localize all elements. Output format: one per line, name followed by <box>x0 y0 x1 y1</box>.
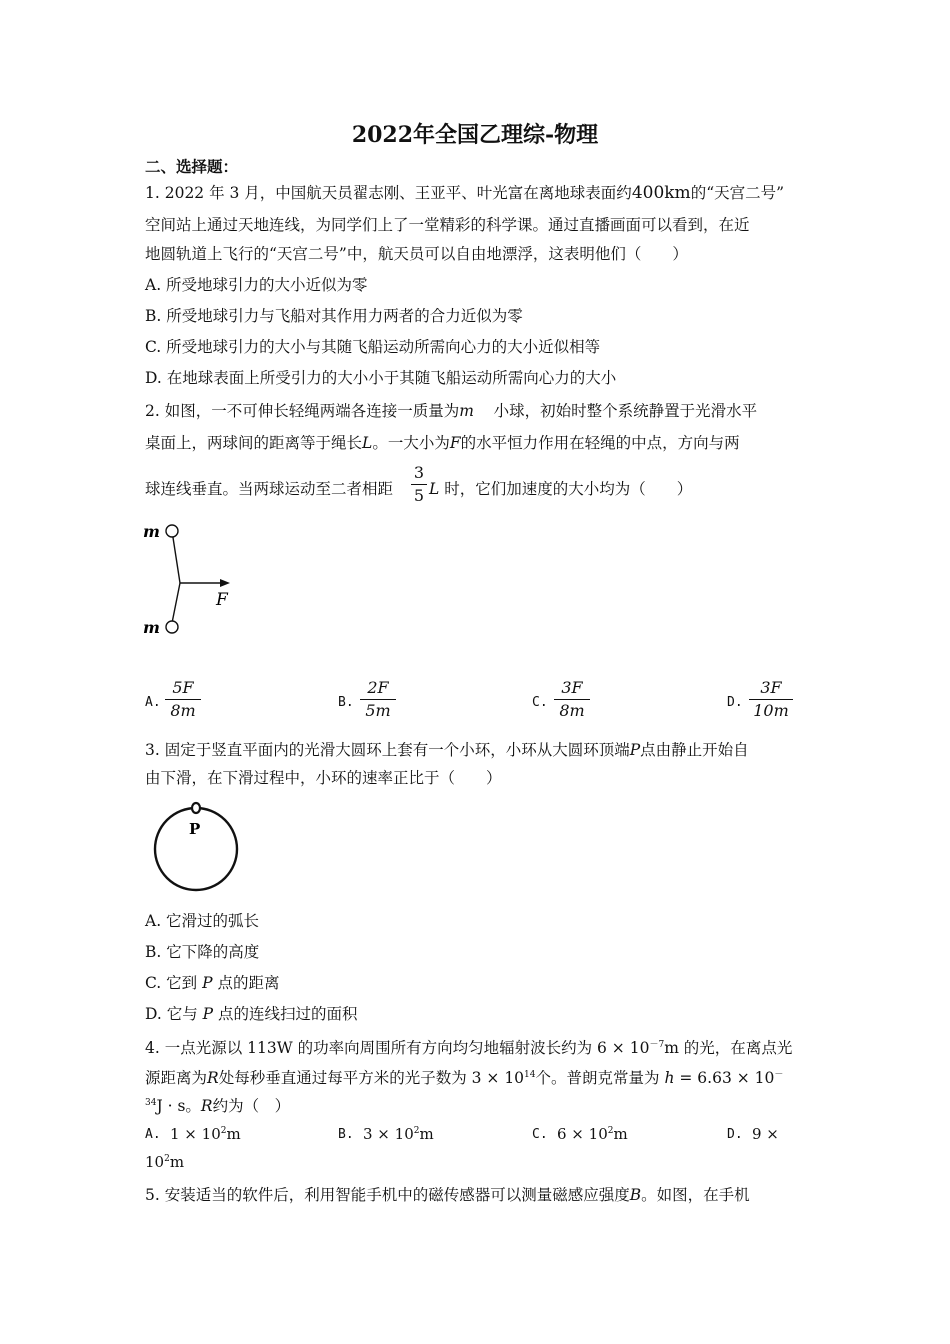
force-arrow-head <box>220 579 230 587</box>
q3-text-b: 点由静止开始自 <box>640 741 749 759</box>
q4-var-h: h <box>664 1069 675 1088</box>
q4-line-3 <box>145 1093 290 1116</box>
q2-text-3b: 时，它们加速度的大小均为（ ） <box>444 480 693 498</box>
q1-line-3: 地圆轨道上飞行的“天宫二号”中，航天员可以自由地漂浮，这表明他们（ ） <box>145 245 688 263</box>
q2-var-m: m <box>459 402 474 420</box>
q5-text-a: 5. 安装适当的软件后，利用智能手机中的磁传感器可以测量磁感应强度 <box>145 1186 630 1204</box>
q2-var-L-2: L <box>429 480 440 498</box>
q4-option-c-label: C. <box>532 1127 548 1142</box>
q2-c-num: 3F <box>561 678 583 697</box>
q5-line-1 <box>145 1185 750 1205</box>
q3-option-a: A. 它滑过的弧长 <box>145 912 260 930</box>
q3-d-text: D. 它与 <box>145 1005 198 1023</box>
q4-text-2b: 处每秒垂直通过每平方米的光子数为 3 × 10 <box>218 1069 525 1088</box>
q3-d-text-2: 点的连线扫过的面积 <box>218 1005 358 1023</box>
q3-c-var-P: P <box>202 974 213 992</box>
q4-text-3b: J · s。 <box>156 1097 201 1116</box>
q4-text-a: 4. 一点光源以 113W 的功率向周围所有方向均匀地辐射波长约为 6 × 10 <box>145 1039 650 1058</box>
q1-option-b: B. 所受地球引力与飞船对其作用力两者的合力近似为零 <box>145 307 523 325</box>
q2-text-2a: 桌面上，两球间的距离等于绳长 <box>145 434 363 452</box>
upper-rope <box>172 531 180 583</box>
q4-option-d-label: D. <box>727 1127 743 1142</box>
q3-ring-figure <box>148 798 244 898</box>
q2-option-b-frac <box>360 678 396 721</box>
q4-option-a-label: A. <box>145 1127 161 1142</box>
q3-d-var-P: P <box>202 1005 214 1023</box>
q2-text-a: 2. 如图，一不可伸长轻绳两端各连接一质量为 <box>145 402 460 420</box>
q1-option-c: C. 所受地球引力的大小与其随飞船运动所需向心力的大小近似相等 <box>145 338 601 356</box>
q1-line-2: 空间站上通过天地连线，为同学们上了一堂精彩的科学课。通过直播画面可以看到，在近 <box>145 216 750 234</box>
q2-option-d-frac <box>749 678 793 721</box>
q4-text-b: m 的光，在离点光 <box>664 1039 793 1058</box>
q2-rope-figure <box>140 515 250 645</box>
q4-b-unit: m <box>419 1125 434 1143</box>
q4-sup-1: －7 <box>649 1040 665 1050</box>
q1-line-1 <box>145 183 784 203</box>
q4-sup-4: 34 <box>145 1098 157 1108</box>
q4-d-wrap-text: 10 <box>145 1153 165 1171</box>
q2-text-b: 小球，初始时整个系统静置于光滑水平 <box>493 402 758 420</box>
q1-distance: 400km <box>631 183 691 203</box>
q3-option-c <box>145 973 280 993</box>
q3-c-text-2: 点的距离 <box>217 974 280 992</box>
small-ring <box>192 803 200 813</box>
upper-ball <box>166 525 178 537</box>
q4-line-1 <box>145 1035 792 1058</box>
q2-d-den: 10m <box>753 701 789 720</box>
q4-text-3c: 约为（ ） <box>212 1097 291 1116</box>
q2-var-L: L <box>362 434 373 452</box>
q4-text-2a: 源距离为 <box>145 1069 208 1088</box>
q2-option-c-frac <box>554 678 590 721</box>
q5-var-B: B <box>629 1186 642 1204</box>
q3-line-1 <box>145 740 749 760</box>
q4-var-R-2: R <box>200 1097 213 1116</box>
q4-option-c-value <box>557 1125 628 1143</box>
q2-line-3a: 球连线垂直。当两球运动至二者相距 <box>145 480 394 498</box>
q2-b-bar <box>360 699 396 700</box>
q2-option-a-frac <box>165 678 201 721</box>
q3-line-2: 由下滑，在下滑过程中，小环的速率正比于（ ） <box>145 769 502 787</box>
fig-label-m-bottom: m <box>143 618 160 637</box>
q3-text-a: 3. 固定于竖直平面内的光滑大圆环上套有一个小环，小环从大圆环顶端 <box>145 741 630 759</box>
q4-a-text: 1 × 10 <box>170 1125 221 1143</box>
q4-text-2c: 个。普朗克常量为 <box>535 1069 660 1088</box>
q2-frac-bar <box>411 484 427 485</box>
q1-option-a: A. 所受地球引力的大小近似为零 <box>145 276 368 294</box>
q4-sup-3: － <box>774 1070 784 1080</box>
q2-d-num: 3F <box>760 678 782 697</box>
q2-option-a-label: A. <box>145 695 161 710</box>
fig-label-m-top: m <box>143 522 160 541</box>
q2-option-c-label: C. <box>532 695 548 710</box>
q4-d-wrap-unit: m <box>169 1153 185 1171</box>
q2-var-F: F <box>449 434 461 452</box>
q2-c-den: 8m <box>559 701 585 720</box>
q2-text-2c: 的水平恒力作用在轻绳的中点，方向与两 <box>460 434 740 452</box>
q4-line-2 <box>145 1065 783 1088</box>
q4-option-d-value: 9 × <box>752 1125 779 1143</box>
q2-b-num: 2F <box>367 678 389 697</box>
fig-label-P: P <box>189 820 201 838</box>
q4-option-a-value <box>170 1125 241 1143</box>
q4-a-unit: m <box>226 1125 241 1143</box>
q2-d-bar <box>749 699 793 700</box>
q2-a-bar <box>165 699 201 700</box>
q4-option-d-wrap <box>145 1153 184 1171</box>
q2-line-3b <box>429 479 692 499</box>
q2-option-b-label: B. <box>338 695 354 710</box>
q4-d-wrap-sup: 2 <box>164 1154 170 1164</box>
q4-text-2d: = 6.63 × 10 <box>679 1069 775 1088</box>
q2-a-num: 5F <box>172 678 194 697</box>
q4-c-text: 6 × 10 <box>557 1125 608 1143</box>
q2-text-2b: 。一大小为 <box>372 434 450 452</box>
q2-a-den: 8m <box>170 701 196 720</box>
q2-b-den: 5m <box>365 701 391 720</box>
q5-text-b: 。如图，在手机 <box>641 1186 750 1204</box>
q2-c-bar <box>554 699 590 700</box>
q1-text-c: 的“天宫二号” <box>690 184 785 202</box>
q3-var-P: P <box>629 741 641 759</box>
q4-sup-2: 14 <box>524 1070 536 1080</box>
fig-label-F: F <box>216 590 228 610</box>
q4-b-text: 3 × 10 <box>363 1125 414 1143</box>
q3-option-b: B. 它下降的高度 <box>145 943 260 961</box>
page-title: 2022年全国乙理综-物理 <box>351 122 599 148</box>
q2-frac-num: 3 <box>413 463 425 482</box>
q4-b-sup: 2 <box>413 1126 420 1136</box>
section-heading: 二、选择题： <box>145 157 239 176</box>
q4-option-b-label: B. <box>338 1127 354 1142</box>
q2-line-1 <box>145 401 757 421</box>
q3-option-d <box>145 1004 358 1024</box>
q2-frac-den: 5 <box>413 486 425 505</box>
q4-c-unit: m <box>613 1125 628 1143</box>
q4-c-sup: 2 <box>607 1126 614 1136</box>
q3-c-text: C. 它到 <box>145 974 198 992</box>
q2-fraction <box>411 463 427 506</box>
lower-ball <box>166 621 178 633</box>
q4-var-R: R <box>207 1069 219 1088</box>
q1-option-d: D. 在地球表面上所受引力的大小小于其随飞船运动所需向心力的大小 <box>145 369 617 387</box>
q4-a-sup: 2 <box>220 1126 227 1136</box>
lower-rope <box>172 583 180 623</box>
q1-text-a: 1. 2022 年 3 月，中国航天员翟志刚、王亚平、叶光富在离地球表面约 <box>145 184 632 202</box>
q4-option-b-value <box>363 1125 434 1143</box>
q2-option-d-label: D. <box>727 695 743 710</box>
q2-line-2 <box>145 433 740 453</box>
